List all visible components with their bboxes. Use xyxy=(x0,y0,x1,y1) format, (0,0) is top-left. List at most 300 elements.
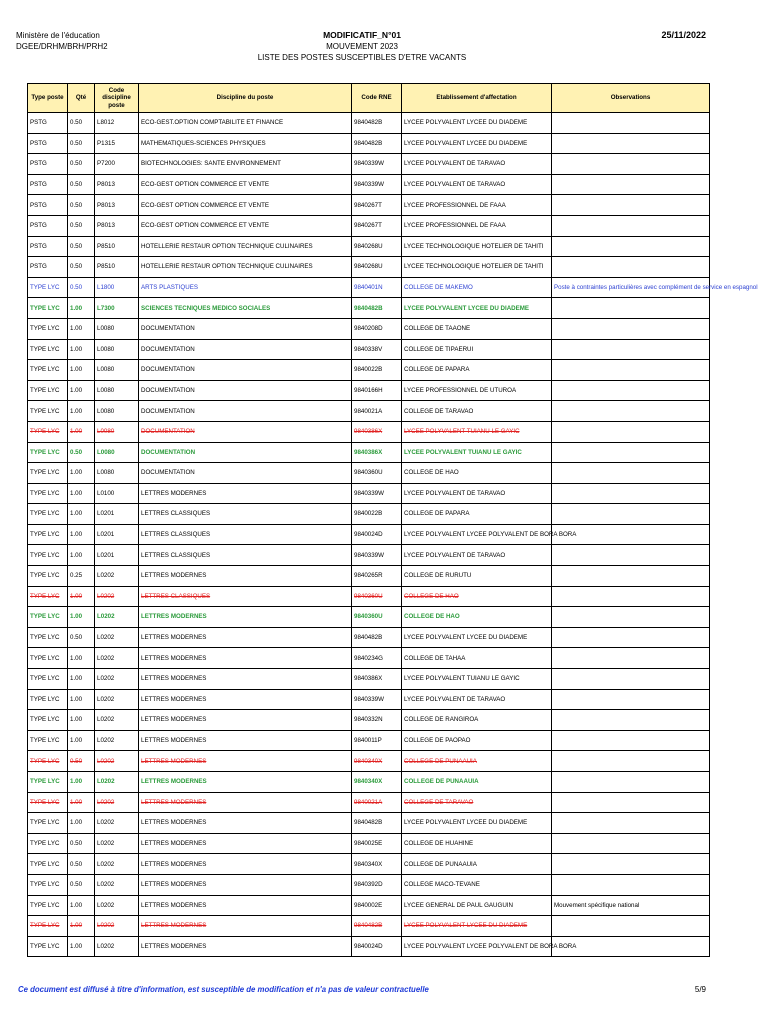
cell-qte: 0.50 xyxy=(68,442,95,463)
table-row xyxy=(28,298,710,319)
cell-qte: 1.00 xyxy=(68,380,95,401)
cell-code: L0202 xyxy=(95,710,139,731)
table-row xyxy=(28,463,710,484)
cell-observations xyxy=(552,257,710,278)
cell-type: TYPE LYC xyxy=(28,463,68,484)
cell-observations xyxy=(552,772,710,793)
cell-observations xyxy=(552,339,710,360)
cell-qte: 1.00 xyxy=(68,792,95,813)
cell-etablissement: COLLEGE DE RANGIROA xyxy=(402,710,552,731)
cell-code: L0202 xyxy=(95,772,139,793)
table-row xyxy=(28,669,710,690)
cell-type: TYPE LYC xyxy=(28,277,68,298)
cell-code: P8013 xyxy=(95,215,139,236)
table-row xyxy=(28,483,710,504)
cell-type: TYPE LYC xyxy=(28,710,68,731)
cell-observations xyxy=(552,442,710,463)
cell-qte: 1.00 xyxy=(68,648,95,669)
cell-etablissement: LYCEE PROFESSIONNEL DE UTUROA xyxy=(402,380,552,401)
cell-code: L0202 xyxy=(95,895,139,916)
table-row xyxy=(28,936,710,957)
cell-observations xyxy=(552,792,710,813)
table-row xyxy=(28,648,710,669)
cell-code: L0202 xyxy=(95,607,139,628)
cell-code: L0202 xyxy=(95,916,139,937)
cell-discipline: SCIENCES TECNIQUES MEDICO SOCIALES xyxy=(139,298,352,319)
cell-code: L0202 xyxy=(95,751,139,772)
cell-code: L0080 xyxy=(95,318,139,339)
cell-observations xyxy=(552,113,710,134)
cell-type: TYPE LYC xyxy=(28,607,68,628)
cell-discipline: ECO-GEST OPTION COMMERCE ET VENTE xyxy=(139,195,352,216)
table-row xyxy=(28,421,710,442)
cell-type: TYPE LYC xyxy=(28,566,68,587)
cell-rne: 9840482B xyxy=(352,627,402,648)
cell-discipline: LETTRES MODERNES xyxy=(139,895,352,916)
column-header-etablissement: Etablissement d'affectation xyxy=(402,84,552,113)
table-row xyxy=(28,504,710,525)
cell-qte: 0.50 xyxy=(68,154,95,175)
cell-etablissement: LYCEE POLYVALENT DE TARAVAO xyxy=(402,483,552,504)
cell-etablissement: LYCEE GENERAL DE PAUL GAUGUIN xyxy=(402,895,552,916)
cell-code: L0202 xyxy=(95,833,139,854)
cell-observations xyxy=(552,916,710,937)
cell-discipline: LETTRES MODERNES xyxy=(139,813,352,834)
cell-code: P8510 xyxy=(95,257,139,278)
cell-qte: 0.50 xyxy=(68,854,95,875)
cell-qte: 0.50 xyxy=(68,215,95,236)
cell-code: L0080 xyxy=(95,401,139,422)
cell-qte: 0.50 xyxy=(68,113,95,134)
cell-qte: 1.00 xyxy=(68,360,95,381)
table-row xyxy=(28,586,710,607)
cell-observations xyxy=(552,236,710,257)
cell-rne: 9840011P xyxy=(352,730,402,751)
cell-code: L0080 xyxy=(95,442,139,463)
cell-qte: 1.00 xyxy=(68,669,95,690)
cell-qte: 0.50 xyxy=(68,277,95,298)
cell-etablissement: LYCEE TECHNOLOGIQUE HOTELIER DE TAHITI xyxy=(402,257,552,278)
cell-type: TYPE LYC xyxy=(28,833,68,854)
cell-type: TYPE LYC xyxy=(28,874,68,895)
cell-qte: 1.00 xyxy=(68,524,95,545)
table-row xyxy=(28,813,710,834)
table-row xyxy=(28,174,710,195)
cell-observations: Poste à contraintes particulières avec complément de service en espagnol xyxy=(552,277,710,298)
cell-discipline: ECO-GEST OPTION COMMERCE ET VENTE xyxy=(139,174,352,195)
cell-discipline: DOCUMENTATION xyxy=(139,442,352,463)
cell-qte: 1.00 xyxy=(68,504,95,525)
cell-observations xyxy=(552,689,710,710)
cell-type: TYPE LYC xyxy=(28,483,68,504)
cell-etablissement: LYCEE PROFESSIONNEL DE FAAA xyxy=(402,215,552,236)
table-row xyxy=(28,195,710,216)
cell-type: TYPE LYC xyxy=(28,421,68,442)
cell-discipline: HOTELLERIE RESTAUR OPTION TECHNIQUE CULINAIRES xyxy=(139,257,352,278)
cell-code: P8013 xyxy=(95,174,139,195)
cell-observations xyxy=(552,195,710,216)
cell-rne: 9840339W xyxy=(352,154,402,175)
cell-code: L0202 xyxy=(95,689,139,710)
table-row xyxy=(28,689,710,710)
cell-discipline: BIOTECHNOLOGIES: SANTE ENVIRONNEMENT xyxy=(139,154,352,175)
cell-type: PSTG xyxy=(28,113,68,134)
cell-etablissement: LYCEE POLYVALENT TUIANU LE GAYIC xyxy=(402,669,552,690)
cell-qte: 1.00 xyxy=(68,710,95,731)
cell-observations xyxy=(552,463,710,484)
cell-code: L0100 xyxy=(95,483,139,504)
cell-type: TYPE LYC xyxy=(28,504,68,525)
cell-type: PSTG xyxy=(28,236,68,257)
cell-etablissement: LYCEE POLYVALENT LYCEE POLYVALENT DE BORA BORA xyxy=(402,936,552,957)
cell-qte: 0.50 xyxy=(68,751,95,772)
cell-type: TYPE LYC xyxy=(28,318,68,339)
cell-etablissement: COLLEGE DE TAAONE xyxy=(402,318,552,339)
cell-code: L0080 xyxy=(95,421,139,442)
cell-type: PSTG xyxy=(28,195,68,216)
cell-qte: 0.50 xyxy=(68,833,95,854)
cell-rne: 9840482B xyxy=(352,298,402,319)
cell-etablissement: COLLEGE DE TARAVAO xyxy=(402,792,552,813)
cell-rne: 9840482B xyxy=(352,133,402,154)
cell-discipline: LETTRES MODERNES xyxy=(139,566,352,587)
cell-observations xyxy=(552,874,710,895)
cell-code: P7200 xyxy=(95,154,139,175)
table-row xyxy=(28,751,710,772)
cell-code: L0201 xyxy=(95,524,139,545)
cell-discipline: LETTRES MODERNES xyxy=(139,916,352,937)
cell-type: TYPE LYC xyxy=(28,792,68,813)
cell-discipline: LETTRES MODERNES xyxy=(139,607,352,628)
cell-etablissement: COLLEGE DE HAO xyxy=(402,586,552,607)
cell-qte: 1.00 xyxy=(68,916,95,937)
cell-discipline: LETTRES MODERNES xyxy=(139,483,352,504)
cell-rne: 9840234G xyxy=(352,648,402,669)
cell-rne: 9840338V xyxy=(352,339,402,360)
cell-observations xyxy=(552,669,710,690)
cell-code: L0202 xyxy=(95,586,139,607)
table-row xyxy=(28,360,710,381)
cell-discipline: LETTRES CLASSIQUES xyxy=(139,586,352,607)
cell-code: L0202 xyxy=(95,792,139,813)
cell-observations xyxy=(552,154,710,175)
cell-type: TYPE LYC xyxy=(28,339,68,360)
cell-discipline: DOCUMENTATION xyxy=(139,380,352,401)
column-header-discipline: Discipline du poste xyxy=(139,84,352,113)
table-row xyxy=(28,627,710,648)
cell-code: L0202 xyxy=(95,627,139,648)
cell-type: PSTG xyxy=(28,133,68,154)
cell-observations xyxy=(552,545,710,566)
cell-etablissement: COLLEGE DE TIPAERUI xyxy=(402,339,552,360)
cell-rne: 9840332N xyxy=(352,710,402,731)
cell-type: TYPE LYC xyxy=(28,298,68,319)
cell-etablissement: COLLEGE DE TARAVAO xyxy=(402,401,552,422)
cell-observations xyxy=(552,215,710,236)
cell-qte: 0.25 xyxy=(68,566,95,587)
cell-type: PSTG xyxy=(28,257,68,278)
cell-etablissement: COLLEGE DE PAPARA xyxy=(402,360,552,381)
cell-type: TYPE LYC xyxy=(28,401,68,422)
table-row xyxy=(28,339,710,360)
cell-rne: 9840022B xyxy=(352,360,402,381)
cell-observations xyxy=(552,710,710,731)
cell-discipline: LETTRES MODERNES xyxy=(139,874,352,895)
cell-discipline: DOCUMENTATION xyxy=(139,463,352,484)
ministry-name: Ministère de l'éducation xyxy=(16,31,100,40)
cell-etablissement: LYCEE POLYVALENT LYCEE DU DIADEME xyxy=(402,813,552,834)
cell-observations xyxy=(552,298,710,319)
table-row xyxy=(28,154,710,175)
table-row xyxy=(28,730,710,751)
cell-rne: 9840482B xyxy=(352,113,402,134)
cell-rne: 9840166H xyxy=(352,380,402,401)
cell-rne: 9840339W xyxy=(352,483,402,504)
cell-rne: 9840267T xyxy=(352,195,402,216)
cell-discipline: LETTRES MODERNES xyxy=(139,792,352,813)
cell-type: TYPE LYC xyxy=(28,524,68,545)
cell-code: L0080 xyxy=(95,360,139,381)
cell-type: TYPE LYC xyxy=(28,627,68,648)
table-row xyxy=(28,833,710,854)
cell-code: P1315 xyxy=(95,133,139,154)
cell-type: TYPE LYC xyxy=(28,730,68,751)
cell-discipline: ARTS PLASTIQUES xyxy=(139,277,352,298)
cell-observations xyxy=(552,483,710,504)
department-code: DGEE/DRHM/BRH/PRH2 xyxy=(16,42,108,51)
cell-etablissement: LYCEE TECHNOLOGIQUE HOTELIER DE TAHITI xyxy=(402,236,552,257)
cell-rne: 9840268U xyxy=(352,257,402,278)
cell-code: L0202 xyxy=(95,648,139,669)
column-header-rne: Code RNE xyxy=(352,84,402,113)
cell-etablissement: COLLEGE DE PAOPAO xyxy=(402,730,552,751)
cell-discipline: ECO-GEST.OPTION COMPTABILITE ET FINANCE xyxy=(139,113,352,134)
cell-discipline: LETTRES MODERNES xyxy=(139,710,352,731)
cell-discipline: LETTRES MODERNES xyxy=(139,833,352,854)
cell-discipline: LETTRES MODERNES xyxy=(139,772,352,793)
table-row xyxy=(28,874,710,895)
cell-discipline: LETTRES MODERNES xyxy=(139,669,352,690)
cell-qte: 0.50 xyxy=(68,195,95,216)
cell-etablissement: LYCEE POLYVALENT TUIANU LE GAYIC xyxy=(402,442,552,463)
cell-rne: 9840392D xyxy=(352,874,402,895)
cell-discipline: LETTRES MODERNES xyxy=(139,648,352,669)
cell-etablissement: COLLEGE DE HUAHINE xyxy=(402,833,552,854)
cell-rne: 9840024D xyxy=(352,936,402,957)
cell-qte: 1.00 xyxy=(68,730,95,751)
cell-observations xyxy=(552,586,710,607)
table-row xyxy=(28,113,710,134)
cell-discipline: LETTRES CLASSIQUES xyxy=(139,524,352,545)
cell-discipline: DOCUMENTATION xyxy=(139,401,352,422)
cell-type: TYPE LYC xyxy=(28,772,68,793)
cell-etablissement: LYCEE POLYVALENT LYCEE DU DIADEME xyxy=(402,916,552,937)
cell-qte: 1.00 xyxy=(68,298,95,319)
cell-rne: 9840021A xyxy=(352,401,402,422)
cell-type: TYPE LYC xyxy=(28,895,68,916)
document-subtitle: MOUVEMENT 2023 xyxy=(326,42,398,51)
cell-qte: 0.50 xyxy=(68,627,95,648)
table-row xyxy=(28,380,710,401)
cell-rne: 9840268U xyxy=(352,236,402,257)
cell-type: TYPE LYC xyxy=(28,442,68,463)
cell-observations xyxy=(552,401,710,422)
page-number: 5/9 xyxy=(694,985,706,994)
cell-qte: 1.00 xyxy=(68,318,95,339)
table-row xyxy=(28,236,710,257)
cell-code: L0202 xyxy=(95,566,139,587)
table-row xyxy=(28,792,710,813)
document-heading xyxy=(0,30,724,63)
cell-etablissement: LYCEE POLYVALENT DE TARAVAO xyxy=(402,689,552,710)
cell-etablissement: LYCEE POLYVALENT TUIANU LE GAYIC xyxy=(402,421,552,442)
document-date: 25/11/2022 xyxy=(661,30,706,40)
cell-observations xyxy=(552,380,710,401)
cell-discipline: HOTELLERIE RESTAUR OPTION TECHNIQUE CULINAIRES xyxy=(139,236,352,257)
cell-etablissement: COLLEGE DE PAPARA xyxy=(402,504,552,525)
cell-rne: 9840340X xyxy=(352,751,402,772)
cell-rne: 9840360U xyxy=(352,607,402,628)
cell-code: L0202 xyxy=(95,936,139,957)
cell-code: L0202 xyxy=(95,854,139,875)
column-header-observations: Observations xyxy=(552,84,710,113)
cell-type: PSTG xyxy=(28,215,68,236)
cell-code: P8013 xyxy=(95,195,139,216)
cell-rne: 9840002E xyxy=(352,895,402,916)
cell-rne: 9840339W xyxy=(352,689,402,710)
table-row xyxy=(28,545,710,566)
cell-code: L0202 xyxy=(95,669,139,690)
cell-etablissement: COLLEGE DE MAKEMO xyxy=(402,277,552,298)
cell-etablissement: COLLEGE DE HAO xyxy=(402,463,552,484)
cell-discipline: LETTRES MODERNES xyxy=(139,936,352,957)
cell-discipline: DOCUMENTATION xyxy=(139,339,352,360)
cell-qte: 1.00 xyxy=(68,607,95,628)
cell-type: TYPE LYC xyxy=(28,380,68,401)
cell-qte: 0.50 xyxy=(68,236,95,257)
cell-rne: 9840386X xyxy=(352,421,402,442)
cell-etablissement: LYCEE POLYVALENT LYCEE DU DIADEME xyxy=(402,133,552,154)
cell-etablissement: LYCEE POLYVALENT LYCEE DU DIADEME xyxy=(402,113,552,134)
cell-code: L8012 xyxy=(95,113,139,134)
cell-type: PSTG xyxy=(28,174,68,195)
column-header-qte: Qté xyxy=(68,84,95,113)
cell-type: TYPE LYC xyxy=(28,545,68,566)
cell-rne: 9840021A xyxy=(352,792,402,813)
table-row xyxy=(28,401,710,422)
cell-etablissement: COLLEGE DE PUNAAUIA xyxy=(402,854,552,875)
table-row xyxy=(28,442,710,463)
table-row xyxy=(28,257,710,278)
cell-qte: 1.00 xyxy=(68,339,95,360)
cell-discipline: LETTRES MODERNES xyxy=(139,751,352,772)
cell-observations xyxy=(552,566,710,587)
table-header-row xyxy=(28,84,710,113)
cell-code: L0202 xyxy=(95,813,139,834)
cell-observations xyxy=(552,607,710,628)
cell-discipline: DOCUMENTATION xyxy=(139,360,352,381)
cell-observations xyxy=(552,504,710,525)
cell-qte: 0.50 xyxy=(68,174,95,195)
cell-rne: 9840482B xyxy=(352,813,402,834)
cell-code: P8510 xyxy=(95,236,139,257)
cell-code: L0202 xyxy=(95,730,139,751)
cell-qte: 1.00 xyxy=(68,463,95,484)
cell-rne: 9840339W xyxy=(352,545,402,566)
cell-qte: 1.00 xyxy=(68,483,95,504)
table-row xyxy=(28,566,710,587)
cell-rne: 9840340X xyxy=(352,772,402,793)
cell-code: L0080 xyxy=(95,380,139,401)
cell-rne: 9840360U xyxy=(352,586,402,607)
cell-rne: 9840025E xyxy=(352,833,402,854)
table-row xyxy=(28,133,710,154)
table-body xyxy=(28,113,758,957)
cell-etablissement: LYCEE POLYVALENT DE TARAVAO xyxy=(402,545,552,566)
cell-etablissement: LYCEE POLYVALENT LYCEE POLYVALENT DE BORA BORA xyxy=(402,524,552,545)
cell-type: TYPE LYC xyxy=(28,689,68,710)
cell-qte: 1.00 xyxy=(68,545,95,566)
cell-etablissement: LYCEE POLYVALENT LYCEE DU DIADEME xyxy=(402,298,552,319)
cell-etablissement: COLLEGE DE HAO xyxy=(402,607,552,628)
cell-rne: 9840360U xyxy=(352,463,402,484)
cell-rne: 9840022B xyxy=(352,504,402,525)
cell-code: L0201 xyxy=(95,504,139,525)
cell-observations xyxy=(552,813,710,834)
cell-etablissement: LYCEE PROFESSIONNEL DE FAAA xyxy=(402,195,552,216)
table-row xyxy=(28,524,710,545)
cell-type: PSTG xyxy=(28,154,68,175)
cell-rne: 9840267T xyxy=(352,215,402,236)
cell-type: TYPE LYC xyxy=(28,586,68,607)
cell-observations xyxy=(552,833,710,854)
document-subtitle-2: LISTE DES POSTES SUSCEPTIBLES D'ETRE VACANTS xyxy=(257,53,467,62)
document-title: MODIFICATIF_N°01 xyxy=(323,30,401,40)
vacancies-table xyxy=(27,83,758,957)
cell-etablissement: LYCEE POLYVALENT DE TARAVAO xyxy=(402,174,552,195)
cell-qte: 1.00 xyxy=(68,401,95,422)
cell-qte: 1.00 xyxy=(68,936,95,957)
cell-discipline: LETTRES MODERNES xyxy=(139,854,352,875)
cell-discipline: DOCUMENTATION xyxy=(139,421,352,442)
column-header-type: Type poste xyxy=(28,84,68,113)
cell-type: TYPE LYC xyxy=(28,648,68,669)
table-row xyxy=(28,916,710,937)
cell-type: TYPE LYC xyxy=(28,751,68,772)
table-row xyxy=(28,215,710,236)
cell-type: TYPE LYC xyxy=(28,813,68,834)
column-header-code: Code discipline poste xyxy=(95,84,139,113)
table-row xyxy=(28,895,710,916)
footer-disclaimer: Ce document est diffusé à titre d'information, est susceptible de modification et n'a pas de valeur contractuelle xyxy=(18,985,429,994)
cell-observations xyxy=(552,854,710,875)
cell-rne: 9840482B xyxy=(352,916,402,937)
table-row xyxy=(28,854,710,875)
cell-observations xyxy=(552,627,710,648)
cell-code: L7300 xyxy=(95,298,139,319)
cell-code: L1800 xyxy=(95,277,139,298)
table-row xyxy=(28,607,710,628)
cell-observations: Mouvement spécifique national xyxy=(552,895,710,916)
cell-rne: 9840401N xyxy=(352,277,402,298)
cell-qte: 1.00 xyxy=(68,421,95,442)
cell-etablissement: COLLEGE DE RURUTU xyxy=(402,566,552,587)
cell-code: L0202 xyxy=(95,874,139,895)
cell-qte: 1.00 xyxy=(68,813,95,834)
cell-observations xyxy=(552,174,710,195)
cell-discipline: DOCUMENTATION xyxy=(139,318,352,339)
cell-rne: 9840386X xyxy=(352,442,402,463)
